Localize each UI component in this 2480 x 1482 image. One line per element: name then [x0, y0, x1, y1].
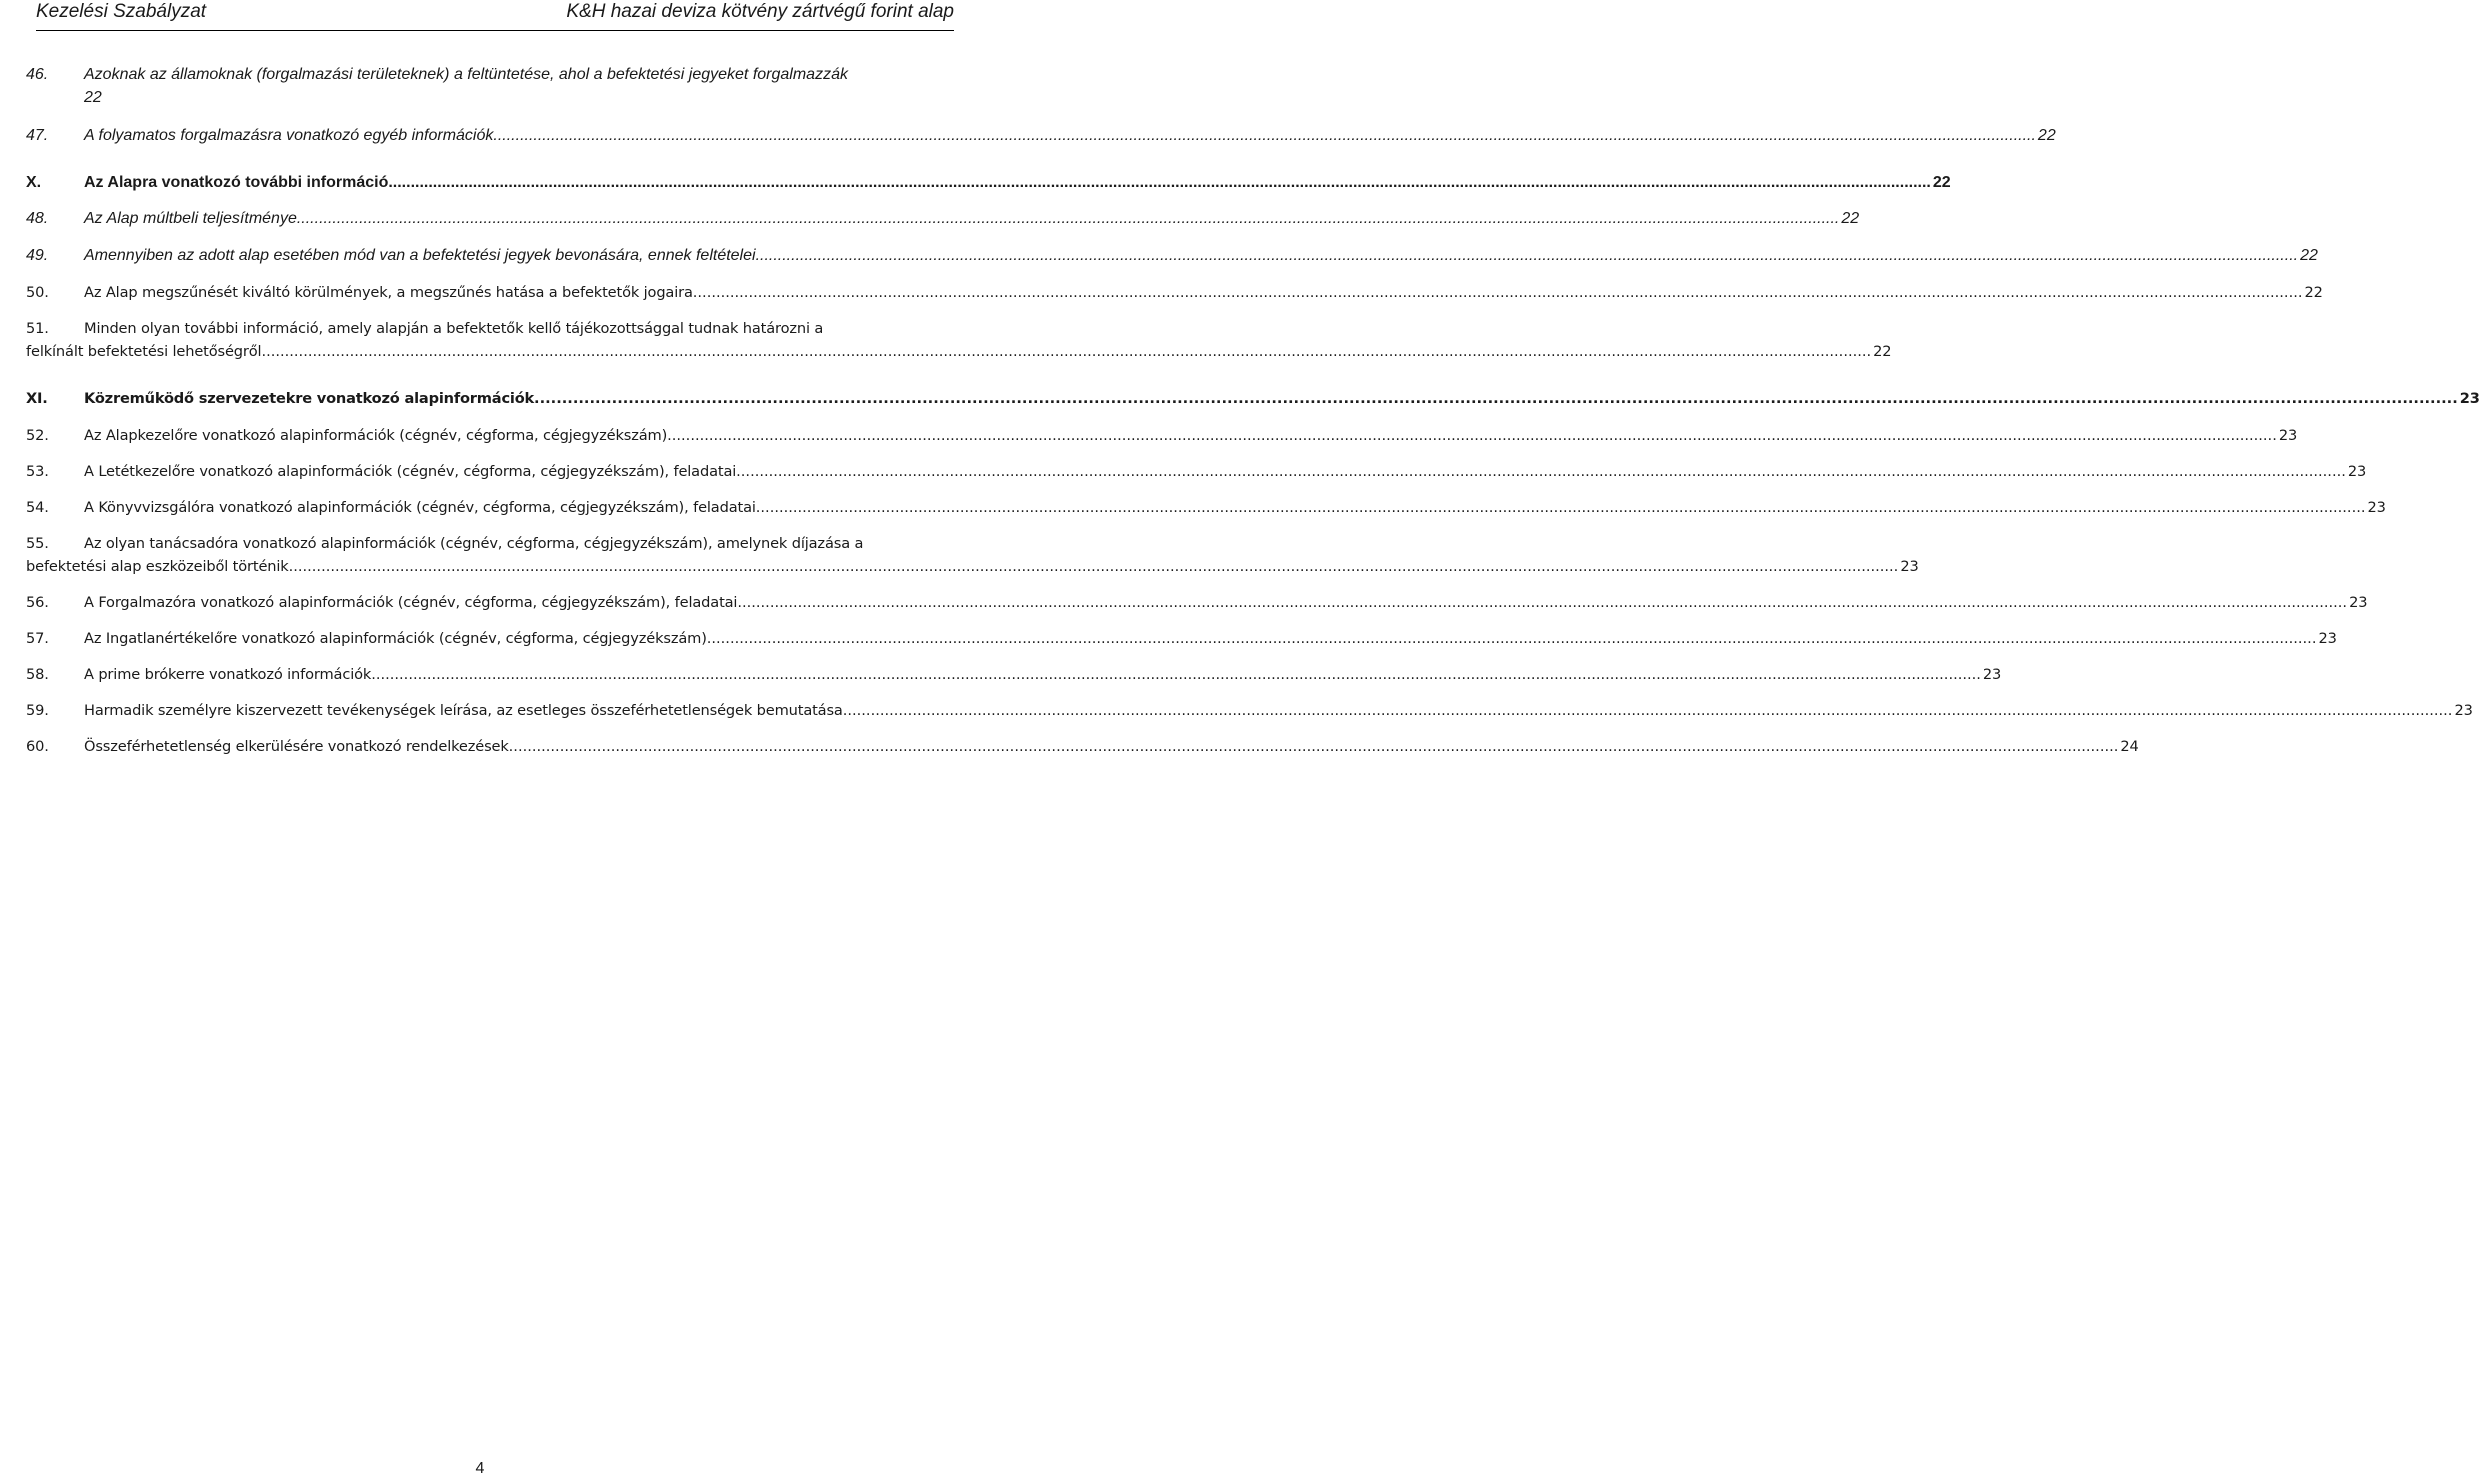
toc-section-title: Az Alapra vonatkozó további információ	[84, 174, 389, 191]
toc-entry-57[interactable]	[26, 627, 2337, 650]
toc-entry-title: A folyamatos forgalmazásra vonatkozó egyéb információk	[84, 127, 494, 144]
toc-entry-number: 51.	[26, 320, 49, 337]
toc-section-page: 22	[1932, 174, 1951, 191]
toc-entry-page: 23	[2349, 594, 2368, 611]
toc-entry-page: 22	[2300, 247, 2318, 264]
toc-entry-title: Harmadik személyre kiszervezett tevékenységek leírása, az esetleges összeférhetetlenségek bemutatása	[84, 702, 843, 719]
dot-leader	[261, 340, 1871, 363]
toc-entry-54[interactable]	[26, 496, 2386, 519]
toc-entry-title: Az Alap múltbeli teljesítménye	[84, 210, 297, 227]
dot-leader	[756, 496, 2366, 519]
header-document-title: Kezelési Szabályzat	[36, 1, 207, 22]
toc-entry-58[interactable]	[26, 663, 2002, 686]
toc-entry-52[interactable]	[26, 424, 2298, 447]
toc-entry-number: 60.	[26, 738, 49, 755]
toc-entry-number: 58.	[26, 666, 49, 683]
toc-entry-title: Minden olyan további információ, amely alapján a befektetők kellő tájékozottsággal tudnak határozni a	[84, 320, 824, 337]
toc-entry-title: A Könyvvizsgálóra vonatkozó alapinformációk (cégnév, cégforma, cégjegyzékszám), feladatai	[84, 499, 756, 516]
toc-entry-page: 22	[84, 89, 102, 106]
toc-entry-number: 56.	[26, 594, 49, 611]
toc-entry-49[interactable]	[26, 244, 2318, 267]
toc-entry-page: 23	[2318, 630, 2337, 647]
dot-leader	[756, 244, 2299, 267]
toc-entry-number: 57.	[26, 630, 49, 647]
toc-section-X[interactable]	[26, 171, 1951, 194]
toc-entry-number: 55.	[26, 535, 49, 552]
toc-entry-page: 22	[1841, 210, 1860, 227]
toc-entry-page: 22	[2304, 284, 2323, 301]
toc-entry-page: 23	[2347, 463, 2367, 480]
toc-entry-59[interactable]	[26, 699, 2473, 722]
header-fund-name: K&H hazai deviza kötvény zártvégű forint alap	[566, 1, 954, 22]
toc-entry-51[interactable]	[26, 317, 1892, 363]
toc-entry-title: Az olyan tanácsadóra vonatkozó alapinformációk (cégnév, cégforma, cégjegyzékszám), amelynek díjazása a	[84, 535, 864, 552]
dot-leader	[534, 387, 2458, 410]
toc-entry-title-continued: befektetési alap eszközeiből történik	[26, 558, 289, 575]
toc-entry-title: Az Ingatlanértékelőre vonatkozó alapinformációk (cégnév, cégforma, cégjegyzékszám)	[84, 630, 707, 647]
toc-entry-title: A prime brókerre vonatkozó információk	[84, 666, 372, 683]
dot-leader	[736, 460, 2346, 483]
toc-entry-55[interactable]	[26, 532, 1919, 578]
toc-entry-title: Amennyiben az adott alap esetében mód van a befektetési jegyek bevonására, ennek feltételei	[84, 247, 756, 264]
toc-entry-title: Összeférhetetlenség elkerülésére vonatkozó rendelkezések	[84, 738, 509, 755]
toc-entry-page: 23	[1982, 666, 2002, 683]
toc-entry-number: 54.	[26, 499, 49, 516]
dot-leader	[493, 124, 2036, 147]
toc-entry-56[interactable]	[26, 591, 2368, 614]
toc-entry-number: 59.	[26, 702, 49, 719]
toc-entry-number: 48.	[26, 210, 49, 227]
toc-entry-50[interactable]	[26, 281, 2323, 304]
toc-entry-title: A Letétkezelőre vonatkozó alapinformációk (cégnév, cégforma, cégjegyzékszám), feladatai	[84, 463, 737, 480]
toc-section-number: X.	[26, 174, 42, 191]
toc-entry-title: A Forgalmazóra vonatkozó alapinformációk (cégnév, cégforma, cégjegyzékszám), feladatai	[84, 594, 738, 611]
toc-entry-page: 22	[2037, 127, 2056, 144]
toc-entry-48[interactable]	[26, 207, 1860, 230]
toc-entry-title: Azoknak az államoknak (forgalmazási területeknek) a feltüntetése, ahol a befektetési jegyeket forgalmazzák	[84, 66, 848, 83]
toc-entry-47[interactable]	[26, 124, 2056, 147]
toc-entry-46[interactable]	[26, 63, 954, 109]
toc-entry-title: Az Alap megszűnését kiváltó körülmények, a megszűnés hatása a befektetők jogaira	[84, 284, 693, 301]
page-header	[36, 0, 954, 31]
toc-entry-page: 23	[2367, 499, 2386, 516]
dot-leader	[289, 555, 1899, 578]
toc-entry-page: 23	[2278, 427, 2298, 444]
toc-entry-60[interactable]	[26, 735, 2139, 758]
dot-leader	[371, 663, 1981, 686]
toc-section-title: Közreműködő szervezetekre vonatkozó alapinformációk	[84, 390, 535, 407]
toc-entry-page: 24	[2120, 738, 2139, 755]
toc-section-page: 23	[2459, 390, 2480, 407]
dot-leader	[388, 171, 1931, 194]
dot-leader	[737, 591, 2347, 614]
toc-entry-page: 22	[1873, 343, 1892, 360]
dot-leader	[707, 627, 2317, 650]
dot-leader	[693, 281, 2303, 304]
toc-entry-number: 53.	[26, 463, 49, 480]
toc-entry-page: 23	[1900, 558, 1919, 575]
dot-leader	[667, 424, 2277, 447]
dot-leader	[297, 207, 1840, 230]
toc-entry-title: Az Alapkezelőre vonatkozó alapinformációk (cégnév, cégforma, cégjegyzékszám)	[84, 427, 668, 444]
toc-entry-53[interactable]	[26, 460, 2367, 483]
toc-section-number: XI.	[26, 390, 48, 407]
toc-entry-number: 50.	[26, 284, 49, 301]
toc-entry-number: 47.	[26, 127, 49, 144]
dot-leader	[509, 735, 2119, 758]
toc-entry-number: 46.	[26, 66, 49, 83]
toc-entry-number: 49.	[26, 247, 49, 264]
page-number: 4	[475, 1460, 485, 1477]
toc-section-XI[interactable]	[26, 387, 2480, 410]
toc-entry-page: 23	[2454, 702, 2473, 719]
toc-entry-title-continued: felkínált befektetési lehetőségről	[26, 343, 262, 360]
dot-leader	[843, 699, 2453, 722]
toc-entry-number: 52.	[26, 427, 49, 444]
